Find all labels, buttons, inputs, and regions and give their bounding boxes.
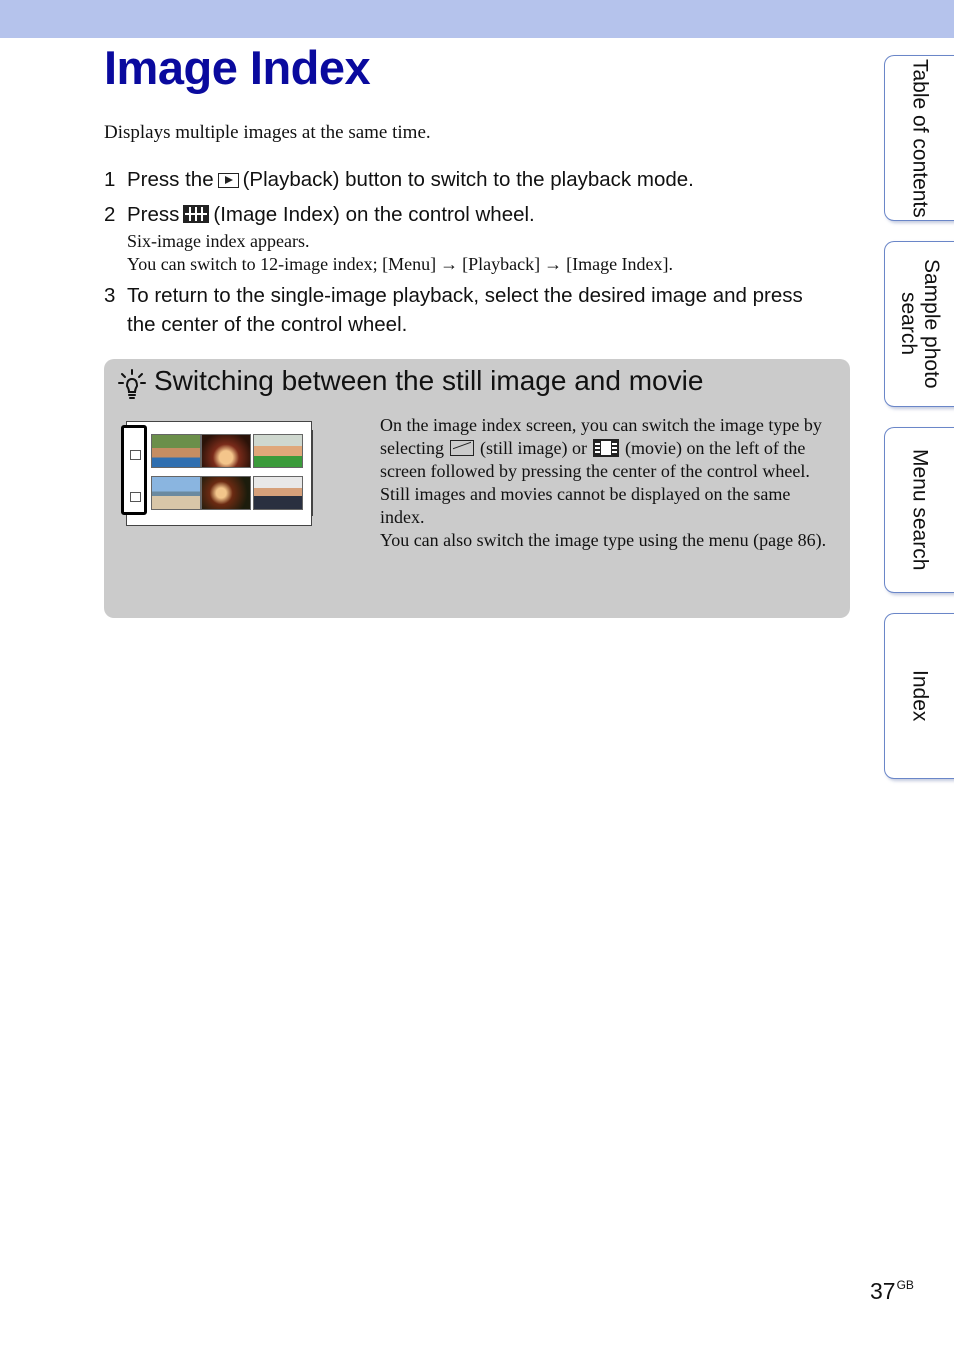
- image-index-icon: [183, 205, 209, 223]
- step-2-note: Six-image index appears.: [127, 231, 310, 251]
- still-image-icon: [450, 440, 474, 456]
- hint-lightbulb-icon: [118, 369, 146, 401]
- thumbnail: [253, 476, 303, 510]
- step-1: [104, 165, 694, 194]
- thumbnail: [151, 476, 201, 510]
- note-text: You can switch to 12-image index; [Menu]: [127, 254, 437, 274]
- scrollbar: [311, 430, 313, 516]
- page-number: [870, 1278, 914, 1305]
- header-bar: [0, 0, 954, 38]
- hint-box: [104, 359, 850, 618]
- hint-text: (still image) or: [479, 438, 587, 458]
- hint-paragraph: [380, 414, 830, 483]
- step-text: Press: [127, 203, 180, 226]
- playback-icon: [218, 173, 239, 188]
- movie-icon: [130, 492, 141, 502]
- still-image-icon: [130, 450, 141, 460]
- step-2: [104, 200, 535, 229]
- step-number: 1: [104, 168, 116, 191]
- step-text: Press the: [127, 168, 214, 191]
- hint-text: On the image index screen, you can switch the image type by selecting: [380, 415, 822, 458]
- page-number-value: 37: [870, 1278, 896, 1304]
- tab-menu-search[interactable]: [884, 427, 954, 593]
- step-number: 2: [104, 203, 116, 226]
- tab-sample-photo-search[interactable]: [884, 241, 954, 407]
- thumbnail: [151, 434, 201, 468]
- tab-label: Sample photo search: [897, 259, 943, 389]
- arrow-icon: →: [440, 254, 459, 274]
- step-text: (Playback) button to switch to the playback mode.: [242, 168, 694, 191]
- page-number-suffix: GB: [896, 1278, 914, 1292]
- hint-body: [380, 414, 830, 552]
- tab-index[interactable]: [884, 613, 954, 779]
- page-title: Image Index: [104, 41, 371, 94]
- hint-title: Switching between the still image and movie: [154, 365, 704, 396]
- step-text: (Image Index) on the control wheel.: [213, 203, 535, 226]
- thumbnail: [201, 434, 251, 468]
- step-2-note-menu-path: [127, 254, 673, 275]
- tab-label: Index: [908, 670, 932, 722]
- hint-text: (movie) on the left of the screen followed by pressing the center of the control wheel.: [380, 438, 810, 481]
- arrow-icon: →: [544, 254, 563, 274]
- thumbnail: [253, 434, 303, 468]
- hint-paragraph: You can also switch the image type using the menu (page 86).: [380, 530, 827, 550]
- tab-table-of-contents[interactable]: [884, 55, 954, 221]
- image-index-screen-illustration: [126, 421, 312, 526]
- intro-text: Displays multiple images at the same time.: [104, 122, 431, 143]
- thumbnail: [201, 476, 251, 510]
- step-number: 3: [104, 284, 116, 307]
- note-text: [Playback]: [462, 254, 541, 274]
- tab-label: Menu search: [908, 449, 932, 571]
- movie-icon: [593, 439, 619, 457]
- hint-paragraph: Still images and movies cannot be displayed on the same index.: [380, 484, 791, 527]
- step-3: [104, 281, 824, 339]
- tab-label: Table of contents: [908, 58, 932, 218]
- step-text: To return to the single-image playback, select the desired image and press the center of the control wheel.: [127, 284, 803, 336]
- note-text: [Image Index].: [566, 254, 674, 274]
- image-type-selector: [121, 425, 147, 515]
